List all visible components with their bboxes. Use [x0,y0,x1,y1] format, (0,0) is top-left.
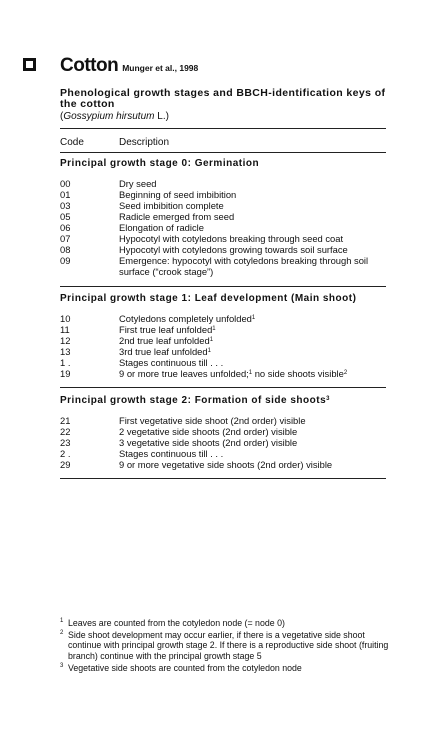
row-description: 3 vegetative side shoots (2nd order) visible [119,437,298,448]
row-code: 19 [60,368,71,379]
subtitle: Phenological growth stages and BBCH-identification keys of the cotton [60,87,386,110]
row-code: 21 [60,415,71,426]
footnote-ref: 1 [248,370,253,376]
row-description: Hypocotyl with cotyledons breaking through seed coat [119,233,344,244]
row-description [119,346,399,357]
species-close: L.) [154,111,169,122]
row-description: Radicle emerged from seed [119,211,235,222]
footnote-ref: 1 [207,348,211,354]
page-title: Cotton [60,55,119,76]
footnote-ref: 2 [343,370,348,376]
title-row [60,55,198,77]
row-code: 01 [60,189,71,200]
species-name: Gossypium hirsutum [63,111,155,122]
footnote-text: Vegetative side shoots are counted from the cotyledon node [68,662,302,673]
row-code: 1 . [60,357,71,368]
row-code: 29 [60,459,71,470]
divider [60,478,386,479]
row-description: Seed imbibition complete [119,200,224,211]
row-description [119,335,399,346]
row-description [119,324,399,335]
row-description: Stages continuous till . . . [119,357,224,368]
footnote-text: Side shoot development may occur earlier, if there is a vegetative side shoot continue with principal growth stage 2. If there is a reproductive side shoot (fruiting branch) continue with the principal growth stage 5 [68,629,389,662]
divider [60,387,386,388]
species-open: ( [60,111,64,122]
row-description: Dry seed [119,178,157,189]
row-code: 11 [60,324,70,335]
row-description: First vegetative side shoot (2nd order) visible [119,415,306,426]
row-code: 2 . [60,448,71,459]
row-description-text: 2nd true leaf unfolded [119,335,210,346]
footnote-ref: 3 [326,396,330,402]
footnote-ref: 1 [212,326,216,332]
row-description: Elongation of radicle [119,222,204,233]
row-description-text: 3rd true leaf unfolded [119,346,208,357]
row-description: 9 or more vegetative side shoots (2nd order) visible [119,459,333,470]
row-description [119,313,399,324]
row-description-text: no side shoots visible [252,368,344,379]
authors: Munger et al., 1998 [122,63,199,73]
stage-2-heading [60,395,330,406]
row-description-text: First true leaf unfolded [119,324,213,335]
column-header-description: Description [119,137,170,148]
footnote-mark: 1 [60,618,64,624]
row-description: Hypocotyl with cotyledons growing towards soil surface [119,244,348,255]
row-description: Emergence: hypocotyl with cotyledons breaking through soil surface (“crook stage”) [119,255,369,278]
row-description-text: 9 or more true leaves unfolded; [119,368,249,379]
row-code: 05 [60,211,71,222]
row-description: Beginning of seed imbibition [119,189,237,200]
footnote-mark: 3 [60,662,64,669]
footnote-mark: 2 [60,629,64,636]
row-code: 07 [60,233,71,244]
row-code: 09 [60,255,71,266]
row-code: 08 [60,244,71,255]
row-code: 13 [60,346,71,357]
column-header-code: Code [60,137,84,148]
row-code: 12 [60,335,71,346]
footnote-text: Leaves are counted from the cotyledon node (= node 0) [68,618,285,628]
footnote [60,618,400,629]
square-bullet-icon [23,58,36,71]
row-description [119,368,399,379]
row-code: 00 [60,178,71,189]
stage-1-heading: Principal growth stage 1: Leaf development (Main shoot) [60,293,357,304]
row-code: 22 [60,426,71,437]
footnote-ref: 1 [251,315,256,321]
stage-2-heading-text: Principal growth stage 2: Formation of side shoots [60,395,327,406]
footnotes [60,618,400,675]
row-code: 03 [60,200,71,211]
footnote-ref: 1 [209,337,214,343]
row-code: 23 [60,437,71,448]
footnote [60,663,400,674]
stage-0-heading: Principal growth stage 0: Germination [60,158,260,169]
row-description: 2 vegetative side shoots (2nd order) visible [119,426,298,437]
divider [60,152,386,153]
row-description-text: Cotyledons completely unfolded [119,313,252,324]
row-code: 10 [60,313,71,324]
divider [60,128,386,129]
divider [60,286,386,287]
row-code: 06 [60,222,71,233]
species-line [60,111,169,122]
footnote [60,630,400,662]
row-description: Stages continuous till . . . [119,448,224,459]
